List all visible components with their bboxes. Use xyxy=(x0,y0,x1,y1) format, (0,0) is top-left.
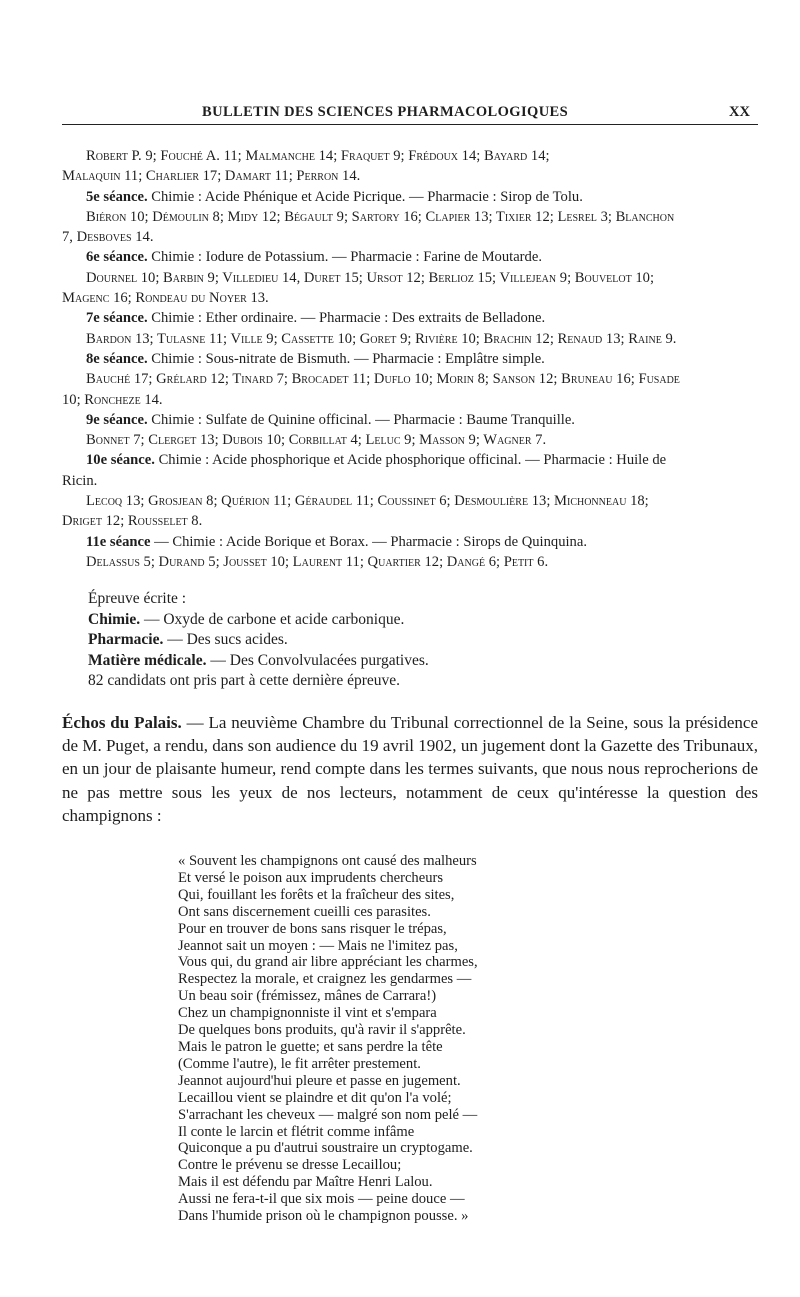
echos-section xyxy=(62,711,758,827)
poem-line: (Comme l'autre), le fit arrêter prestement. xyxy=(178,1055,421,1072)
exam-chimie xyxy=(62,610,682,631)
session-label: 9e séance. xyxy=(86,411,148,428)
session-label: 6e séance. xyxy=(86,249,148,266)
poem-line: Aussi ne fera-t-il que six mois — peine douce — xyxy=(178,1191,465,1208)
session-subjects: Chimie : Acide phosphorique et Acide phosphorique officinal. — Pharmacie : Huile de Ricin. xyxy=(62,452,667,489)
poem-line: Un beau soir (frémissez, mânes de Carrara!) xyxy=(178,988,437,1005)
echos-paragraph xyxy=(62,711,758,827)
session-label: 5e séance. xyxy=(86,188,148,205)
session-subjects: Chimie : Sous-nitrate de Bismuth. — Pharmacie : Emplâtre simple. xyxy=(151,350,545,367)
session-7 xyxy=(62,308,682,328)
session-names: Delassus 5; Durand 5; Jousset 10; Laurent 11; Quartier 12; Dangé 6; Petit 6. xyxy=(86,553,549,570)
session-names: Lecoq 13; Grosjean 8; Quérion 11; Géraudel 11; Coussinet 6; Desmoulière 13; Michonneau 18; Driget 12; Rousselet 8. xyxy=(62,493,649,530)
session-label: 7e séance. xyxy=(86,310,148,327)
poem-line: Mais il est défendu par Maître Henri Lalou. xyxy=(178,1174,433,1191)
poem-line: Il conte le larcin et flétrit comme infâme xyxy=(178,1123,415,1140)
poem-line: Mais le patron le guette; et sans perdre la tête xyxy=(178,1038,443,1055)
echos-text: — La neuvième Chambre du Tribunal correctionnel de la Seine, sous la présidence de M. Puget, a rendu, dans son audience du 19 avril 1902, un jugement dont la Gazette des Tribunaux, en un jour de plaisante humeur, rend compte dans les termes suivants, que nous nous reprocherions de ne pas mettre sous les yeux de nos lecteurs, notamment de ceux qu'intéresse la question des champignons : xyxy=(62,713,758,825)
page-number: XX xyxy=(729,104,750,120)
poem-line: De quelques bons produits, qu'à ravir il s'apprête. xyxy=(178,1022,466,1039)
session-label: 11e séance xyxy=(86,533,151,550)
exam-label: Pharmacie. xyxy=(88,631,164,649)
session-5 xyxy=(62,187,682,207)
session-subjects: — Chimie : Acide Borique et Borax. — Pharmacie : Sirops de Quinquina. xyxy=(154,533,587,550)
session-subjects: Chimie : Sulfate de Quinine officinal. — Pharmacie : Baume Tranquille. xyxy=(151,411,575,428)
written-exam-section xyxy=(62,589,682,692)
poem-line: Qui, fouillant les forêts et la fraîcheur des sites, xyxy=(178,886,455,903)
session-10 xyxy=(62,450,682,491)
session-subjects: Chimie : Ether ordinaire. — Pharmacie : Des extraits de Belladone. xyxy=(151,310,546,327)
session-6 xyxy=(62,247,682,267)
poem-line: Respectez la morale, et craignez les gendarmes — xyxy=(178,971,472,988)
poem-line: Ont sans discernement cueilli ces parasites. xyxy=(178,903,431,920)
result-line: Robert P. 9; Fouché A. 11; Malmanche 14; Fraquet 9; Frédoux 14; Bayard 14; xyxy=(86,148,550,164)
poem-line: « Souvent les champignons ont causé des malheurs xyxy=(178,853,477,869)
session-8 xyxy=(62,349,682,369)
session-names: Bonnet 7; Clerget 13; Dubois 10; Corbillat 4; Leluc 9; Masson 9; Wagner 7. xyxy=(86,432,547,449)
session-names: Bardon 13; Tulasne 11; Ville 9; Cassette 10; Goret 9; Rivière 10; Brachin 12; Renaud 13; Raine 9. xyxy=(86,330,677,347)
session-label: 8e séance. xyxy=(86,350,148,367)
session-11 xyxy=(62,532,682,552)
candidates-note: 82 candidats ont pris part à cette dernière épreuve. xyxy=(88,672,401,690)
session-subjects: Chimie : Acide Phénique et Acide Picrique. — Pharmacie : Sirop de Tolu. xyxy=(151,188,583,205)
exam-pharmacie xyxy=(62,630,682,651)
session-subjects: Chimie : Iodure de Potassium. — Pharmacie : Farine de Moutarde. xyxy=(151,249,542,266)
session-names: Bauché 17; Grélard 12; Tinard 7; Brocadet 11; Duflo 10; Morin 8; Sanson 12; Bruneau 16; Fusade 10; Roncheze 14. xyxy=(62,371,680,408)
result-line: Malaquin 11; Charlier 17; Damart 11; Perron 14. xyxy=(62,168,361,185)
header-title: BULLETIN DES SCIENCES PHARMACOLOGIQUES xyxy=(202,104,569,120)
poem-line: Dans l'humide prison où le champignon pousse. » xyxy=(178,1208,469,1225)
poem-line: Et versé le poison aux imprudents chercheurs xyxy=(178,869,444,886)
poem-line: Vous qui, du grand air libre appréciant les charmes, xyxy=(178,954,478,971)
poem-line: Chez un champignonniste il vint et s'empara xyxy=(178,1005,437,1022)
poem-line: Jeannot sait un moyen : — Mais ne l'imitez pas, xyxy=(178,937,458,954)
poem-line: Pour en trouver de bons sans risquer le trépas, xyxy=(178,920,447,937)
poem-line: Contre le prévenu se dresse Lecaillou; xyxy=(178,1157,402,1174)
poem-line: Quiconque a pu d'autrui soustraire un cryptogame. xyxy=(178,1140,473,1157)
session-9 xyxy=(62,410,682,430)
echos-title: Échos du Palais. xyxy=(62,713,182,732)
poem-line: Jeannot aujourd'hui pleure et passe en jugement. xyxy=(178,1072,461,1089)
running-header xyxy=(62,102,758,125)
poem xyxy=(178,853,658,1225)
session-names: Dournel 10; Barbin 9; Villedieu 14, Duret 15; Ursot 12; Berlioz 15; Villejean 9; Bouvelot 10; Magenc 16; Rondeau du Noyer 13. xyxy=(62,269,655,307)
poem-line: Lecaillou vient se plaindre et dit qu'on l'a volé; xyxy=(178,1089,452,1106)
poem-line: S'arrachant les cheveux — malgré son nom pelé — xyxy=(178,1106,478,1123)
session-results xyxy=(62,146,682,572)
written-exam-title: Épreuve écrite : xyxy=(88,590,187,607)
exam-text: — Oxyde de carbone et acide carbonique. xyxy=(143,610,405,628)
exam-label: Matière médicale. xyxy=(88,651,207,669)
exam-matiere xyxy=(62,651,682,672)
exam-text: — Des sucs acides. xyxy=(167,631,288,649)
exam-label: Chimie. xyxy=(88,610,141,628)
exam-text: — Des Convolvulacées purgatives. xyxy=(210,651,429,669)
session-label: 10e séance. xyxy=(86,452,155,469)
session-names: Biéron 10; Démoulin 8; Midy 12; Bégault 9; Sartory 16; Clapier 13; Tixier 12; Lesrel 3; Blanchon 7, Desboves 14. xyxy=(62,208,675,246)
